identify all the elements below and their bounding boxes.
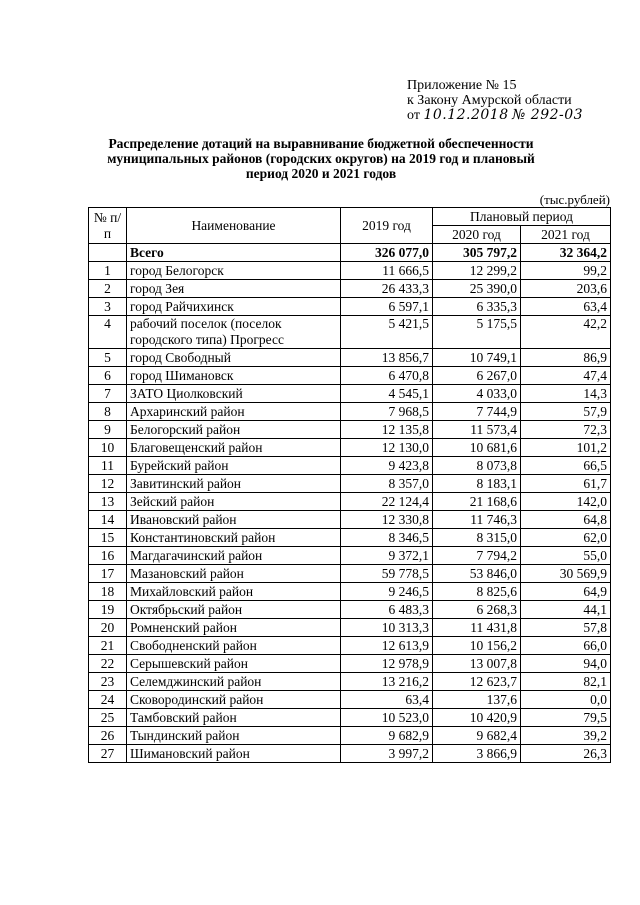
row-name: Сковородинский район (127, 691, 341, 709)
row-2020: 10 420,9 (433, 709, 521, 727)
row-num: 21 (89, 637, 127, 655)
table-row (89, 475, 611, 493)
row-2021: 63,4 (521, 298, 611, 316)
table-row (89, 457, 611, 475)
row-2019: 9 423,8 (341, 457, 433, 475)
table-row (89, 727, 611, 745)
row-name: город Белогорск (127, 262, 341, 280)
table-row (89, 280, 611, 298)
table-row (89, 709, 611, 727)
row-2019: 9 372,1 (341, 547, 433, 565)
row-name: город Райчихинск (127, 298, 341, 316)
row-2019: 10 313,3 (341, 619, 433, 637)
table-row (89, 601, 611, 619)
row-2019: 63,4 (341, 691, 433, 709)
row-2019: 6 483,3 (341, 601, 433, 619)
row-2020: 6 268,3 (433, 601, 521, 619)
row-num: 8 (89, 403, 127, 421)
row-2021: 99,2 (521, 262, 611, 280)
row-num: 19 (89, 601, 127, 619)
row-num: 11 (89, 457, 127, 475)
row-name: Константиновский район (127, 529, 341, 547)
row-2020: 137,6 (433, 691, 521, 709)
row-2020: 3 866,9 (433, 745, 521, 763)
row-name: Завитинский район (127, 475, 341, 493)
table-row (89, 349, 611, 367)
row-name: Зейский район (127, 493, 341, 511)
row-2020: 13 007,8 (433, 655, 521, 673)
row-2019: 6 470,8 (341, 367, 433, 385)
row-2019: 12 130,0 (341, 439, 433, 457)
row-name: город Свободный (127, 349, 341, 367)
total-num (89, 244, 127, 262)
row-name: Магдагачинский район (127, 547, 341, 565)
row-num: 27 (89, 745, 127, 763)
row-name: Шимановский район (127, 745, 341, 763)
row-2019: 12 330,8 (341, 511, 433, 529)
row-2021: 57,8 (521, 619, 611, 637)
table-row (89, 421, 611, 439)
date-prefix: от (407, 108, 420, 123)
row-2021: 55,0 (521, 547, 611, 565)
row-2019: 10 523,0 (341, 709, 433, 727)
row-num: 10 (89, 439, 127, 457)
header-num: № п/п (89, 208, 127, 244)
row-name: Бурейский район (127, 457, 341, 475)
row-2019: 13 216,2 (341, 673, 433, 691)
row-num: 23 (89, 673, 127, 691)
row-2021: 26,3 (521, 745, 611, 763)
row-2019: 7 968,5 (341, 403, 433, 421)
row-2021: 82,1 (521, 673, 611, 691)
total-2021: 32 364,2 (521, 244, 611, 262)
table-header (89, 208, 611, 244)
row-num: 14 (89, 511, 127, 529)
row-name: ЗАТО Циолковский (127, 385, 341, 403)
row-2019: 9 246,5 (341, 583, 433, 601)
table-row (89, 583, 611, 601)
row-2020: 8 183,1 (433, 475, 521, 493)
row-2020: 8 073,8 (433, 457, 521, 475)
row-num: 5 (89, 349, 127, 367)
appendix-number: Приложение № 15 (407, 78, 517, 93)
row-2019: 59 778,5 (341, 565, 433, 583)
row-num: 18 (89, 583, 127, 601)
header-2021: 2021 год (521, 226, 611, 244)
row-name: Тамбовский район (127, 709, 341, 727)
table-row (89, 367, 611, 385)
row-name: Ромненский район (127, 619, 341, 637)
table-row (89, 655, 611, 673)
appendix-law-reference: к Закону Амурской области (407, 93, 572, 108)
row-name: Тындинский район (127, 727, 341, 745)
subsidy-table (88, 207, 611, 763)
row-2020: 9 682,4 (433, 727, 521, 745)
row-num: 26 (89, 727, 127, 745)
row-2020: 7 744,9 (433, 403, 521, 421)
row-name: Мазановский район (127, 565, 341, 583)
document-title: Распределение дотаций на выравнивание бюджетной обеспеченности муниципальных районов (городских округов) на 2019 год и плановый период 2020 и 2021 годов (107, 136, 535, 181)
row-2021: 94,0 (521, 655, 611, 673)
table-row (89, 565, 611, 583)
row-2021: 66,0 (521, 637, 611, 655)
row-2020: 25 390,0 (433, 280, 521, 298)
row-2021: 47,4 (521, 367, 611, 385)
row-2021: 44,1 (521, 601, 611, 619)
row-2021: 79,5 (521, 709, 611, 727)
row-2020: 11 431,8 (433, 619, 521, 637)
row-2020: 11 573,4 (433, 421, 521, 439)
row-num: 2 (89, 280, 127, 298)
row-num: 12 (89, 475, 127, 493)
table-body (89, 244, 611, 763)
row-2021: 142,0 (521, 493, 611, 511)
header-planned-period: Плановый период (433, 208, 611, 226)
total-label: Всего (127, 244, 341, 262)
row-2021: 66,5 (521, 457, 611, 475)
row-num: 20 (89, 619, 127, 637)
row-2019: 12 978,9 (341, 655, 433, 673)
row-2021: 62,0 (521, 529, 611, 547)
row-name: город Шимановск (127, 367, 341, 385)
row-name: Благовещенский район (127, 439, 341, 457)
row-2020: 4 033,0 (433, 385, 521, 403)
row-name: Михайловский район (127, 583, 341, 601)
handwritten-law-number: № 292-03 (512, 107, 584, 123)
row-2021: 30 569,9 (521, 565, 611, 583)
row-2019: 5 421,5 (341, 316, 433, 349)
total-2020: 305 797,2 (433, 244, 521, 262)
table-row (89, 547, 611, 565)
table-row (89, 511, 611, 529)
row-2021: 72,3 (521, 421, 611, 439)
row-2020: 53 846,0 (433, 565, 521, 583)
header-2020: 2020 год (433, 226, 521, 244)
row-2020: 8 825,6 (433, 583, 521, 601)
row-num: 13 (89, 493, 127, 511)
row-name: Архаринский район (127, 403, 341, 421)
row-name: Серышевский район (127, 655, 341, 673)
table-row (89, 493, 611, 511)
row-num: 17 (89, 565, 127, 583)
row-2020: 6 335,3 (433, 298, 521, 316)
table-row (89, 385, 611, 403)
total-2019: 326 077,0 (341, 244, 433, 262)
row-name: Свободненский район (127, 637, 341, 655)
table-row (89, 403, 611, 421)
row-num: 3 (89, 298, 127, 316)
row-name: Белогорский район (127, 421, 341, 439)
header-name: Наименование (127, 208, 341, 244)
row-2019: 13 856,7 (341, 349, 433, 367)
row-name: Октябрьский район (127, 601, 341, 619)
row-num: 6 (89, 367, 127, 385)
row-name: город Зея (127, 280, 341, 298)
row-num: 15 (89, 529, 127, 547)
row-2019: 9 682,9 (341, 727, 433, 745)
row-2019: 22 124,4 (341, 493, 433, 511)
row-2020: 11 746,3 (433, 511, 521, 529)
table-row (89, 691, 611, 709)
row-2021: 42,2 (521, 316, 611, 349)
table-row (89, 619, 611, 637)
table-row (89, 298, 611, 316)
row-2019: 4 545,1 (341, 385, 433, 403)
row-2020: 6 267,0 (433, 367, 521, 385)
row-num: 9 (89, 421, 127, 439)
row-2019: 3 997,2 (341, 745, 433, 763)
row-2020: 7 794,2 (433, 547, 521, 565)
row-name: рабочий поселок (поселок городского типа) Прогресс (127, 316, 341, 349)
row-2020: 12 623,7 (433, 673, 521, 691)
appendix-header (407, 78, 583, 123)
handwritten-date: 10.12.2018 (423, 107, 509, 123)
row-2020: 8 315,0 (433, 529, 521, 547)
row-2019: 6 597,1 (341, 298, 433, 316)
row-2020: 21 168,6 (433, 493, 521, 511)
row-2020: 10 681,6 (433, 439, 521, 457)
row-2019: 11 666,5 (341, 262, 433, 280)
row-2019: 12 613,9 (341, 637, 433, 655)
row-2021: 101,2 (521, 439, 611, 457)
row-num: 22 (89, 655, 127, 673)
units-label: (тыс.рублей) (539, 192, 610, 207)
row-2021: 61,7 (521, 475, 611, 493)
row-2019: 8 346,5 (341, 529, 433, 547)
total-row (89, 244, 611, 262)
row-2021: 14,3 (521, 385, 611, 403)
row-2021: 86,9 (521, 349, 611, 367)
row-2021: 0,0 (521, 691, 611, 709)
row-2020: 12 299,2 (433, 262, 521, 280)
table-row (89, 529, 611, 547)
row-num: 1 (89, 262, 127, 280)
row-2021: 64,8 (521, 511, 611, 529)
table-row (89, 262, 611, 280)
row-2020: 10 156,2 (433, 637, 521, 655)
row-2019: 8 357,0 (341, 475, 433, 493)
table-row (89, 439, 611, 457)
row-2019: 26 433,3 (341, 280, 433, 298)
row-2021: 64,9 (521, 583, 611, 601)
row-2021: 57,9 (521, 403, 611, 421)
row-2019: 12 135,8 (341, 421, 433, 439)
row-num: 24 (89, 691, 127, 709)
row-name: Ивановский район (127, 511, 341, 529)
row-2021: 39,2 (521, 727, 611, 745)
appendix-date-line (407, 108, 583, 123)
row-name: Селемджинский район (127, 673, 341, 691)
table-row (89, 637, 611, 655)
row-2020: 5 175,5 (433, 316, 521, 349)
table-row (89, 673, 611, 691)
row-2020: 10 749,1 (433, 349, 521, 367)
row-2021: 203,6 (521, 280, 611, 298)
table-row (89, 745, 611, 763)
table-row (89, 316, 611, 349)
row-num: 7 (89, 385, 127, 403)
row-num: 16 (89, 547, 127, 565)
row-num: 4 (89, 316, 127, 349)
row-num: 25 (89, 709, 127, 727)
header-2019: 2019 год (341, 208, 433, 244)
